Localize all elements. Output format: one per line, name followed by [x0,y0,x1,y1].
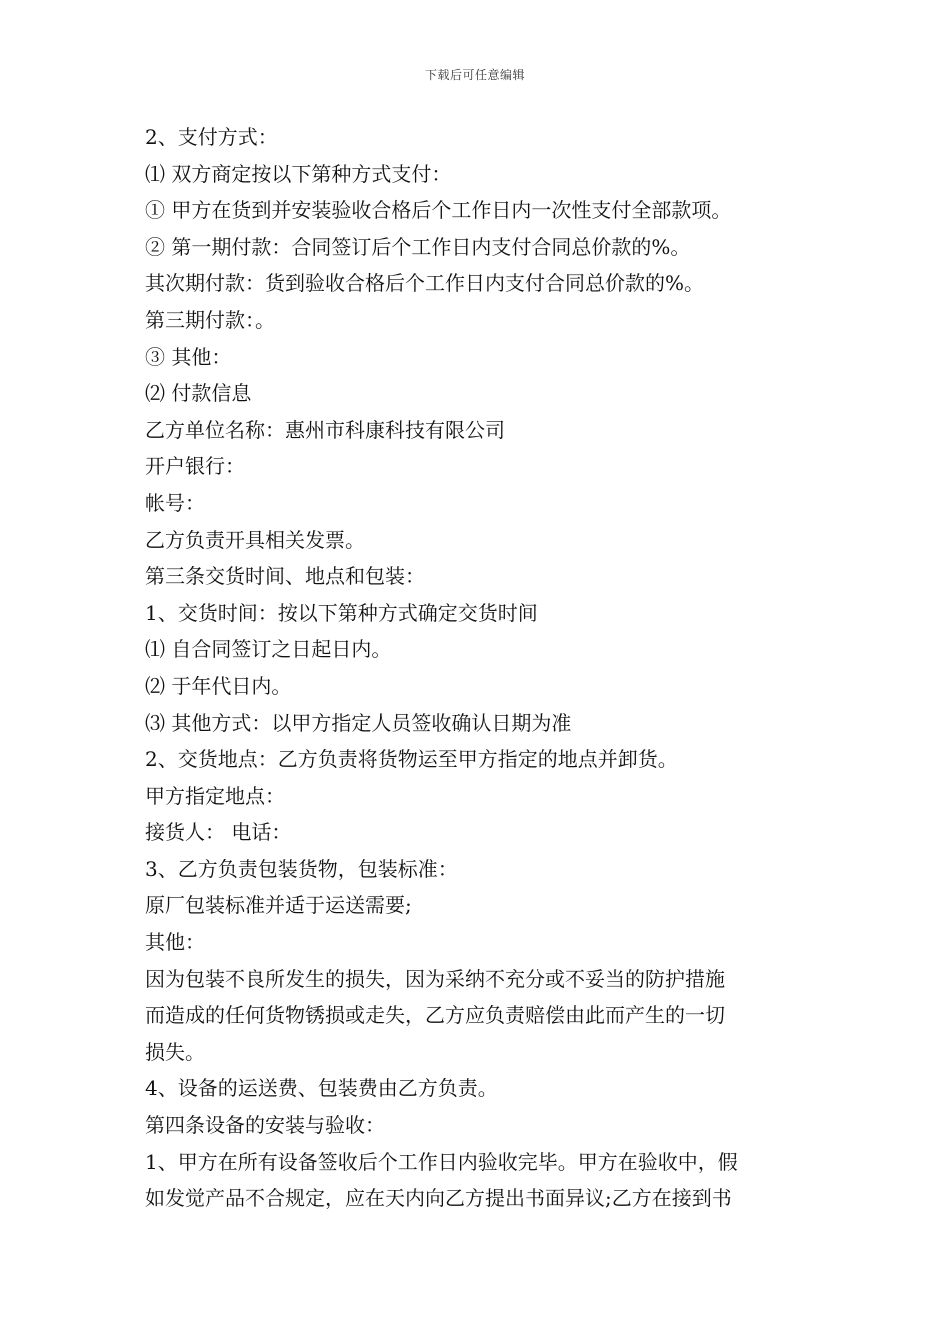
text-line: 1、交货时间：按以下第种方式确定交货时间 [145,600,538,625]
section-heading: 第四条设备的安装与验收： [145,1113,385,1138]
text-line: 甲方指定地点： [145,783,285,808]
text-line: 乙方单位名称：惠州市科康科技有限公司 [145,417,505,442]
text-line: 接货人： 电话： [145,820,292,845]
text-line: 如发觉产品不合规定，应在天内向乙方提出书面异议;乙方在接到书 [145,1186,732,1211]
text-line: ③ 其他： [145,344,232,369]
text-line: ⑵ 于年代日内。 [145,673,292,698]
text-line: 3、乙方负责包装货物，包装标准： [145,856,458,881]
text-line: ⑶ 其他方式：以甲方指定人员签收确认日期为准 [145,710,572,735]
text-line: 而造成的任何货物锈损或走失，乙方应负责赔偿由此而产生的一切 [145,1003,725,1028]
document-body [145,119,815,1217]
text-line: 2、交货地点：乙方负责将货物运至甲方指定的地点并卸货。 [145,747,678,772]
section-heading: 第三条交货时间、地点和包装： [145,564,425,589]
text-line: 乙方负责开具相关发票。 [145,527,365,552]
text-line: ⑴ 自合同签订之日起日内。 [145,637,392,662]
text-line: 原厂包装标准并适于运送需要; [145,893,412,918]
text-line: 1、甲方在所有设备签收后个工作日内验收完毕。甲方在验收中，假 [145,1149,738,1174]
text-line: 帐号： [145,490,205,515]
text-line: ⑴ 双方商定按以下第种方式支付： [145,161,452,186]
text-line: 4、设备的运送费、包装费由乙方负责。 [145,1076,498,1101]
text-line: 其他： [145,930,205,955]
text-line: ② 第一期付款：合同签订后个工作日内支付合同总价款的%。 [145,234,691,259]
text-line: 开户银行： [145,454,245,479]
text-line: 损失。 [145,1039,205,1064]
text-line: ① 甲方在货到并安装验收合格后个工作日内一次性支付全部款项。 [145,198,732,223]
text-line: 2、支付方式： [145,125,278,149]
page-header: 下载后可任意编辑 [424,68,525,82]
text-line: 因为包装不良所发生的损失，因为采纳不充分或不妥当的防护措施 [145,966,725,991]
text-line: 第三期付款：。 [145,307,275,332]
text-line: 其次期付款：货到验收合格后个工作日内支付合同总价款的%。 [145,271,705,296]
text-line: ⑵ 付款信息 [145,381,252,406]
